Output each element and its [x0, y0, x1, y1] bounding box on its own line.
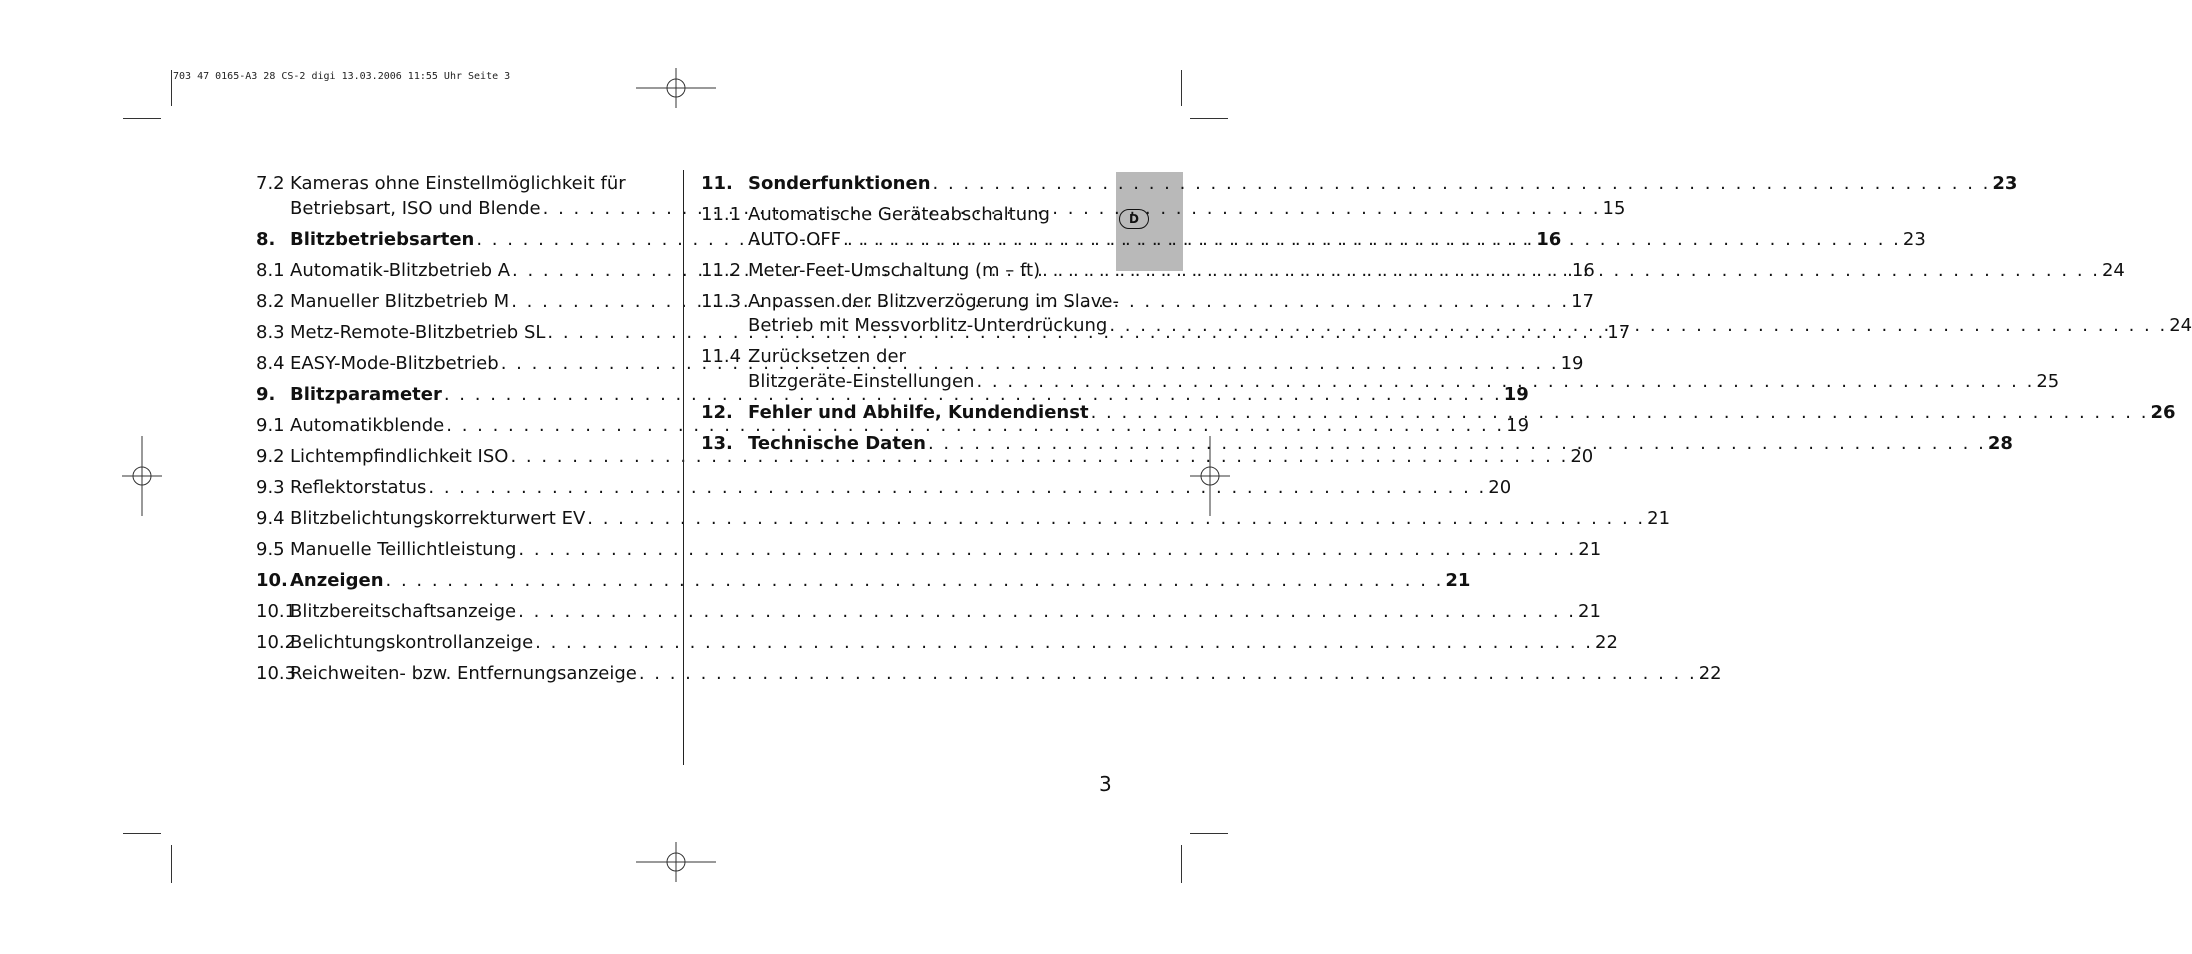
toc-entry-number: 11.2	[701, 259, 742, 281]
toc-entry-body	[290, 569, 1470, 594]
registration-mark-icon	[636, 48, 716, 128]
toc-entry-number: 8.3	[256, 321, 285, 343]
toc-entry-number: 10.1	[256, 600, 297, 622]
column-divider	[683, 170, 684, 765]
crop-mark	[123, 833, 161, 834]
toc-entry-title: Automatikblende	[290, 414, 445, 436]
crop-mark	[171, 70, 172, 106]
toc-entry-page: 23	[1992, 173, 2018, 194]
toc-entry-number: 13.	[701, 432, 733, 454]
dot-leader	[1109, 314, 2167, 339]
crop-mark	[1190, 833, 1228, 834]
toc-entry-title: Reichweiten- bzw. Entfernungsanzeige	[290, 662, 637, 684]
toc-entry-page: 24	[2101, 259, 2125, 281]
registration-mark-icon	[102, 436, 182, 516]
toc-entry	[256, 476, 1512, 501]
toc-entry-body	[748, 401, 2176, 426]
toc-entry-body	[748, 203, 1926, 252]
toc-entry-title: Anzeigen	[290, 569, 384, 591]
toc-entry-title: Blitzbereitschaftsanzeige	[290, 600, 517, 622]
toc-entry-page: 17	[1571, 290, 1594, 312]
toc-entry-body	[748, 345, 2059, 394]
toc-entry-number: 9.4	[256, 507, 285, 529]
toc-entry-number: 12.	[701, 401, 733, 423]
toc-entry-page: 28	[1987, 432, 2013, 454]
toc-entry-title: Betriebsart, ISO und Blende	[290, 197, 541, 219]
dot-leader	[1091, 401, 2149, 426]
toc-entry	[256, 414, 1530, 439]
toc-entry-page: 21	[1578, 600, 1601, 622]
crop-mark	[1181, 70, 1182, 106]
toc-entry-title: Technische Daten	[748, 432, 926, 454]
toc-entry-title: Automatische Geräteabschaltung	[748, 204, 1050, 225]
dot-leader	[518, 538, 1576, 563]
dot-leader	[535, 631, 1593, 656]
toc-entry-title: Zurücksetzen der	[748, 346, 906, 367]
toc-entry-number: 7.2	[256, 173, 285, 194]
toc-entry-title: Reflektorstatus	[290, 476, 427, 498]
toc-entry-title: Blitzbelichtungskorrekturwert EV	[290, 507, 586, 529]
print-slug: 703 47 0165-A3 28 CS-2 digi 13.03.2006 11:55 Uhr Seite 3	[173, 71, 511, 82]
toc-entry-page: 23	[1902, 228, 1926, 250]
toc-entry-body	[290, 507, 1670, 532]
toc-entry-body	[290, 662, 1722, 687]
dot-leader	[928, 432, 1986, 457]
toc-entry-page: 19	[1560, 352, 1584, 374]
toc-entry-page: 24	[2169, 315, 2192, 336]
toc-entry-title: Belichtungskontrollanzeige	[290, 631, 534, 653]
dot-leader	[428, 476, 1486, 501]
crop-mark	[1190, 118, 1228, 119]
toc-entry-number: 9.	[256, 383, 276, 405]
toc-entry-body	[748, 172, 2017, 197]
dot-leader	[1042, 259, 2100, 284]
toc-entry-title: Lichtempfindlichkeit ISO	[290, 445, 509, 467]
toc-entry-page: 26	[2150, 401, 2176, 423]
toc-entry-number: 9.2	[256, 445, 285, 467]
toc-entry-title: Kameras ohne Einstellmöglichkeit für	[290, 173, 626, 194]
toc-entry-title: Blitzparameter	[290, 383, 442, 405]
toc-entry-page: 16	[1571, 259, 1595, 281]
toc-entry	[256, 538, 1602, 563]
toc-entry-number: 10.	[256, 569, 288, 591]
toc-entry-page: 22	[1595, 631, 1618, 653]
toc-entry-number: 9.5	[256, 538, 285, 560]
toc-entry-title: Meter-Feet-Umschaltung (m – ft)	[748, 259, 1041, 281]
toc-entry-page: 19	[1506, 414, 1530, 436]
toc-entry-page: 25	[2036, 370, 2060, 392]
toc-entry-page: 19	[1503, 383, 1529, 405]
toc-entry	[256, 507, 1671, 532]
dot-leader	[386, 569, 1444, 594]
toc-entry	[256, 662, 1722, 687]
toc-entry-title: AUTO-OFF	[748, 228, 842, 250]
toc-entry-body	[748, 432, 2013, 457]
toc-entry-number: 11.1	[701, 204, 742, 225]
registration-mark-icon	[636, 822, 716, 902]
toc-entry-title: Metz-Remote-Blitzbetrieb SL	[290, 321, 546, 343]
toc-entry-title: Anpassen der Blitzverzögerung im Slave-	[748, 290, 1120, 312]
toc-entry-page: 20	[1488, 476, 1512, 498]
crop-mark	[1181, 845, 1182, 883]
toc-entry	[256, 600, 1601, 625]
toc-entry	[701, 172, 2018, 197]
toc-entry-body	[748, 259, 2125, 284]
toc-entry-title: Blitzbetriebsarten	[290, 228, 475, 250]
toc-entry-title: Automatik-Blitzbetrieb A	[290, 259, 511, 281]
toc-entry-page: 17	[1607, 321, 1631, 343]
crop-mark	[171, 845, 172, 883]
toc-entry-number: 8.4	[256, 352, 285, 374]
toc-entry-number: 10.2	[256, 631, 297, 653]
dot-leader	[639, 662, 1697, 687]
page-number: 3	[1099, 772, 1112, 796]
toc-entry-body	[748, 290, 2192, 339]
toc-entry-body	[290, 631, 1618, 656]
toc-entry	[256, 631, 1618, 656]
toc-entry	[256, 569, 1471, 594]
toc-entry-number: 11.3	[701, 290, 742, 312]
toc-entry-body	[290, 476, 1511, 501]
language-tab-letter: D	[1119, 209, 1149, 229]
dot-leader	[587, 507, 1645, 532]
toc-entry-page: 22	[1698, 662, 1722, 684]
toc-entry-title: EASY-Mode-Blitzbetrieb	[290, 352, 499, 374]
toc-entry-title: Blitzgeräte-Einstellungen	[748, 370, 975, 392]
toc-entry-number: 9.1	[256, 414, 285, 436]
toc-entry-number: 8.	[256, 228, 276, 250]
toc-entry-body	[290, 600, 1601, 625]
toc-entry-number: 9.3	[256, 476, 285, 498]
toc-entry-title: Manueller Blitzbetrieb M	[290, 290, 510, 312]
toc-entry-number: 8.1	[256, 259, 285, 281]
toc-entry-number: 11.4	[701, 346, 742, 367]
dot-leader	[843, 228, 1901, 253]
toc-entry-number: 10.3	[256, 662, 297, 684]
toc-entry-page: 15	[1602, 197, 1626, 219]
toc-entry-page: 21	[1647, 507, 1671, 529]
dot-leader	[518, 600, 1576, 625]
toc-entry-number: 11.	[701, 173, 733, 194]
toc-entry-title: Betrieb mit Messvorblitz-Unterdrückung	[748, 315, 1108, 336]
toc-entry-title: Manuelle Teillichtleistung	[290, 538, 517, 560]
dot-leader	[976, 370, 2034, 395]
crop-mark	[123, 118, 161, 119]
toc-entry-page: 21	[1445, 569, 1471, 591]
toc-entry-title: Sonderfunktionen	[748, 173, 931, 194]
toc-entry	[256, 445, 1594, 470]
dot-leader	[933, 172, 1991, 197]
toc-entry-number: 8.2	[256, 290, 285, 312]
toc-entry-page: 16	[1536, 228, 1562, 250]
toc-entry-body	[290, 538, 1601, 563]
toc-entry-page: 20	[1570, 445, 1594, 467]
toc-entry	[256, 383, 1529, 408]
toc-entry-page: 21	[1578, 538, 1602, 560]
toc-entry-title: Fehler und Abhilfe, Kundendienst	[748, 401, 1089, 423]
